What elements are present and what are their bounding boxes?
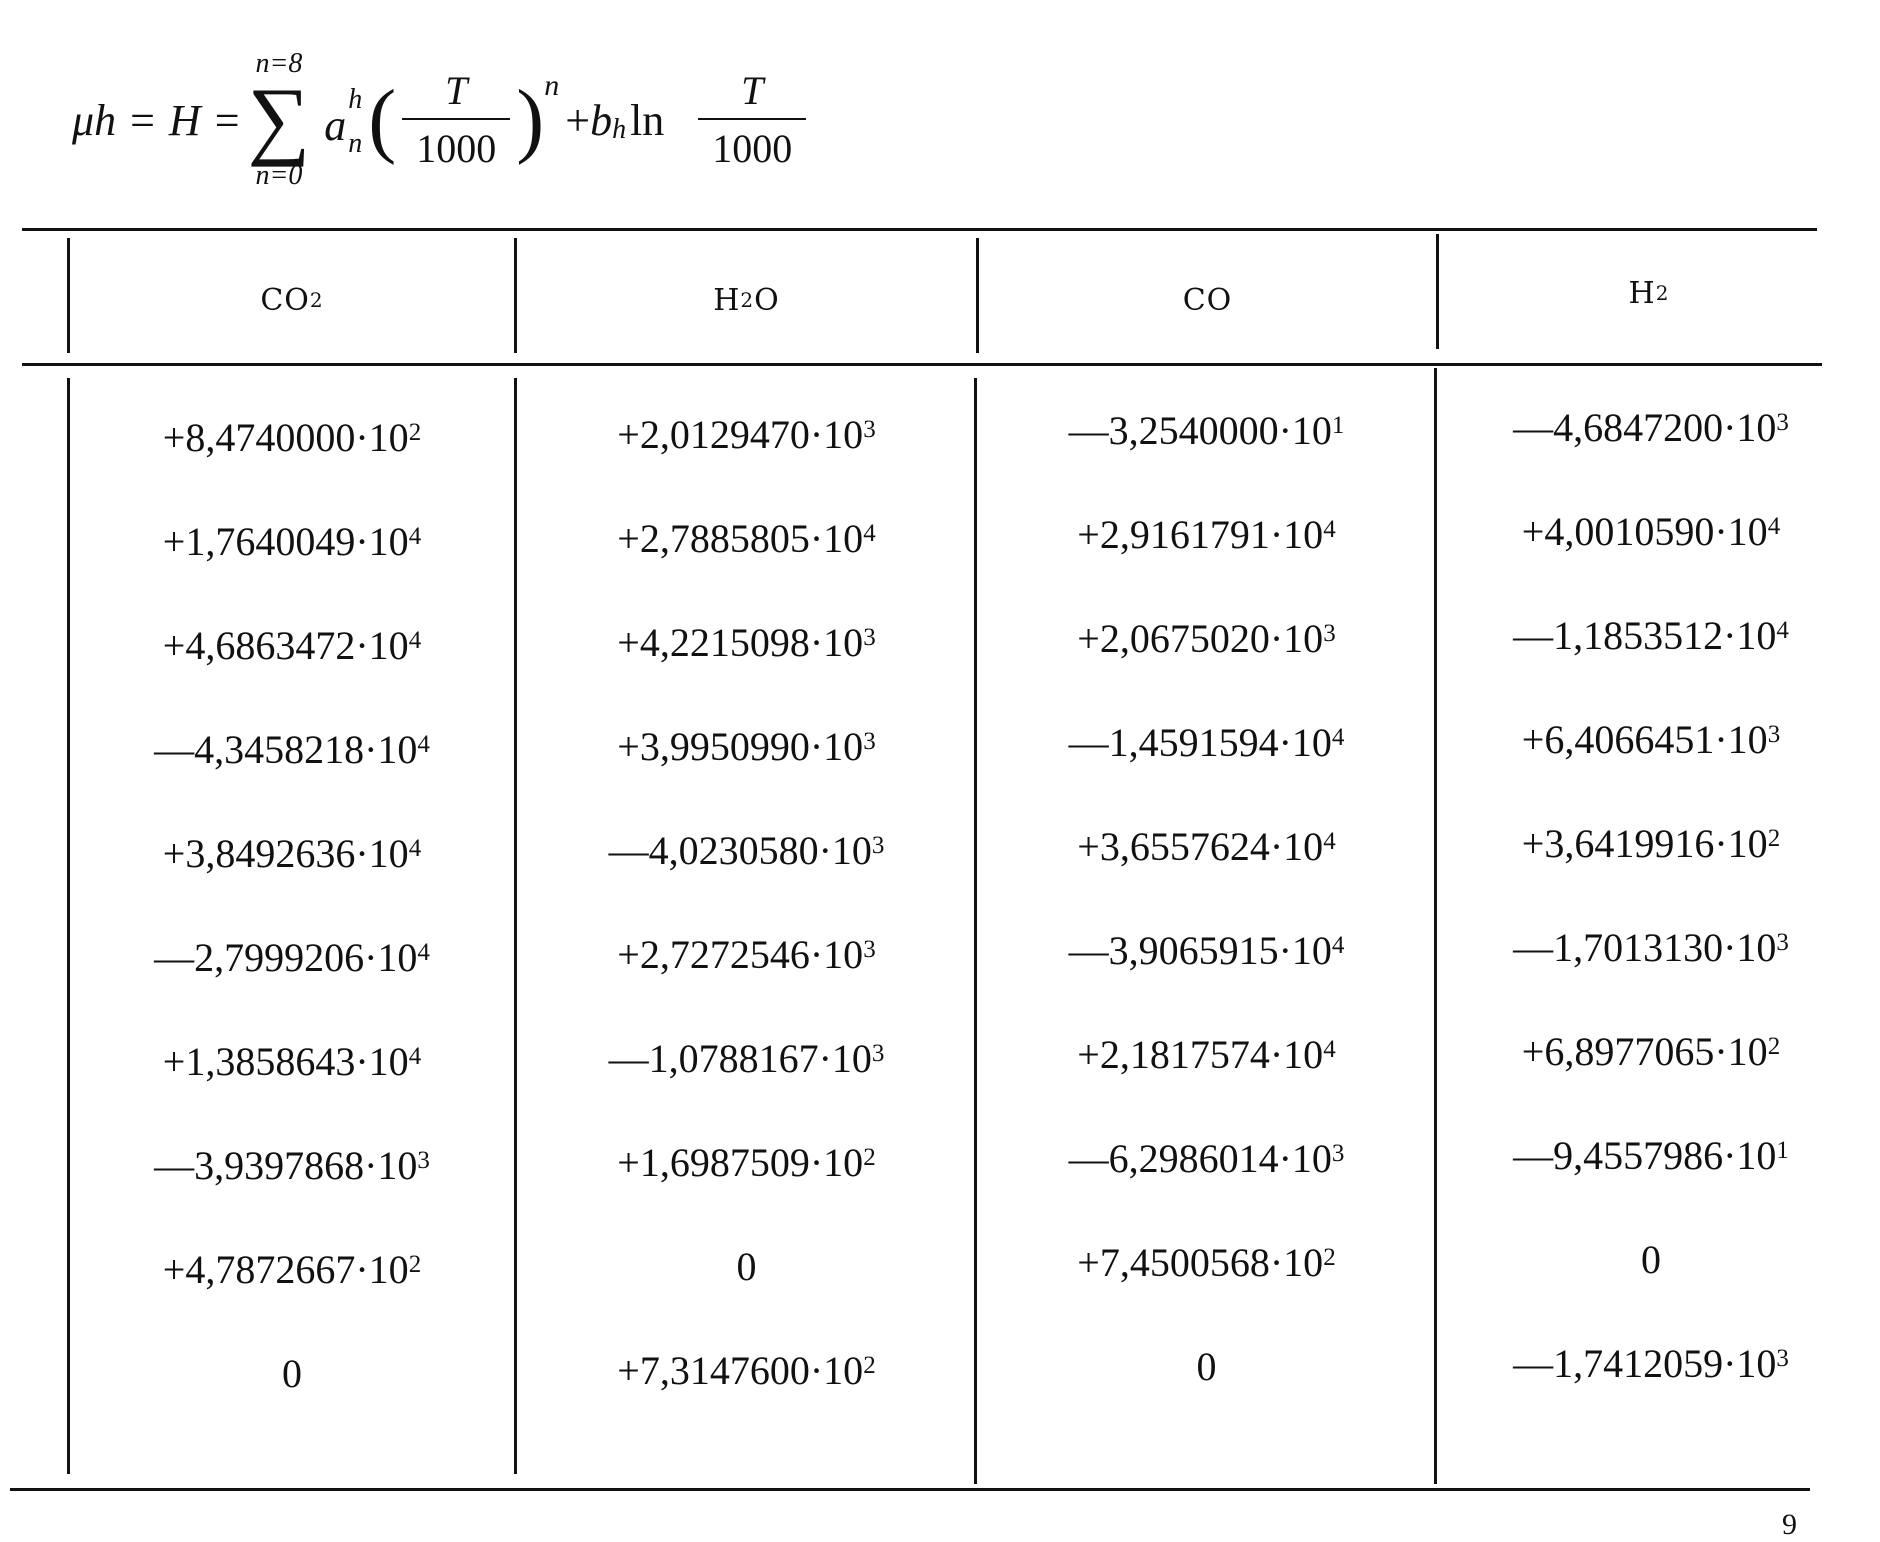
header-h2-base: H [1628,275,1656,311]
summation [248,50,311,190]
table-cell [977,794,1436,898]
header-h2o [517,245,976,355]
cell-exponent: 4 [1331,724,1345,751]
table-cell [977,482,1436,586]
cell-mantissa: —6,2986014·10 [1068,1135,1332,1181]
table-cell [977,1106,1436,1210]
table-bottom-rule [10,1488,1810,1491]
cell-exponent: 4 [408,627,422,654]
cell-mantissa: —3,2540000·10 [1068,407,1332,453]
cell-exponent: 3 [863,624,876,651]
cell-mantissa: —4,0230580·10 [608,827,872,873]
table-cell [70,905,514,1009]
table-cell [517,590,976,694]
cell-mantissa: —1,7013130·10 [1513,924,1777,970]
table-cell [1437,1311,1865,1415]
table-cell [977,586,1436,690]
table-cell [70,697,514,801]
coef-base: a [324,101,347,150]
cell-exponent: 3 [871,1040,885,1067]
header-h2o-sub: 2 [740,288,755,312]
cell-exponent: 3 [1767,721,1781,748]
cell-mantissa: +4,6863472·10 [162,622,409,668]
cell-exponent: 4 [1323,828,1336,855]
cell-mantissa: +2,0675020·10 [1077,615,1324,661]
table-cell [1437,583,1865,687]
cell-exponent: 4 [408,835,422,862]
table-cell [517,798,976,902]
cell-mantissa: 0 [736,1243,757,1289]
table-cell [1437,1207,1865,1311]
cell-mantissa: —4,3458218·10 [154,726,418,772]
sum-lower-limit: n=0 [255,159,303,191]
header-h2o-base: H [713,282,741,318]
header-bottom-rule [22,363,1822,366]
cell-mantissa: +2,7885805·10 [617,515,864,561]
table-cell [1437,687,1865,791]
formula-equals-1: = [130,95,155,145]
cell-exponent: 3 [871,832,885,859]
fraction-1-bar [402,118,510,120]
cell-mantissa: —1,7412059·10 [1513,1340,1777,1386]
fraction-1 [402,68,510,172]
table-cell [70,1009,514,1113]
fraction-2 [698,68,806,172]
table-cell [517,1110,976,1214]
table-cell [977,1210,1436,1314]
cell-mantissa: +4,2215098·10 [617,619,864,665]
table-cell [977,378,1436,482]
formula-plus: + [565,95,591,145]
formula-equals-2: = [214,95,240,145]
table-cell [977,690,1436,794]
cell-mantissa: +4,0010590·10 [1521,508,1768,554]
cell-mantissa: —3,9397868·10 [154,1142,418,1188]
cell-exponent: 2 [863,1144,876,1171]
cell-exponent: 4 [1331,932,1345,959]
cell-mantissa: —9,4557986·10 [1513,1132,1777,1178]
cell-exponent: 3 [863,416,876,443]
header-co [979,245,1436,355]
cell-mantissa: +1,6987509·10 [617,1139,864,1185]
cell-mantissa: +4,7872667·10 [162,1246,409,1292]
paren-open: ( [368,73,397,166]
cell-exponent: 4 [1323,1036,1336,1063]
cell-mantissa: +7,4500568·10 [1077,1239,1324,1285]
table-cell [517,1214,976,1318]
formula-b-sub: h [612,114,627,145]
table-cell [70,1217,514,1321]
table-cell [977,1314,1436,1418]
cell-mantissa: —2,7999206·10 [154,934,418,980]
cell-exponent: 2 [408,419,422,446]
coefficient-a [324,84,368,159]
formula-lhs: μh [72,95,117,145]
formula-ln: ln [630,95,665,145]
cell-exponent: 4 [1323,516,1336,543]
column-co2 [70,385,514,1425]
cell-mantissa: +2,7272546·10 [617,931,864,977]
cell-mantissa: +3,8492636·10 [162,830,409,876]
cell-mantissa: +3,6557624·10 [1077,823,1324,869]
cell-exponent: 3 [1323,620,1336,647]
cell-mantissa: +8,4740000·10 [162,414,409,460]
cell-mantissa: +3,6419916·10 [1521,820,1768,866]
table-cell [1437,1103,1865,1207]
table-cell [1437,895,1865,999]
cell-exponent: 4 [408,523,422,550]
cell-exponent: 4 [408,1043,422,1070]
table-cell [70,593,514,697]
header-co-base: CO [1182,282,1233,318]
page-number: 9 [1782,1508,1797,1541]
table-cell [70,801,514,905]
formula-b: b [590,95,613,145]
cell-exponent: 3 [1331,1140,1345,1167]
table-top-rule [22,228,1817,231]
fraction-1-numerator: T [445,68,468,113]
fraction-2-bar [698,118,806,120]
header-co2-sub: 2 [309,288,324,312]
cell-mantissa: +1,7640049·10 [162,518,409,564]
cell-exponent: 2 [1323,1244,1336,1271]
header-h2 [1439,238,1859,348]
coef-sup: h [348,84,363,115]
header-co2-base: CO [260,282,310,318]
cell-exponent: 4 [1767,513,1781,540]
table-cell [70,489,514,593]
cell-mantissa: —1,0788167·10 [608,1035,872,1081]
cell-exponent: 3 [1776,929,1789,956]
cell-exponent: 3 [417,1147,430,1174]
table-cell [977,1002,1436,1106]
cell-exponent: 4 [863,520,876,547]
table-cell [517,1006,976,1110]
table-cell [517,1318,976,1422]
cell-exponent: 4 [417,939,430,966]
column-h2o [517,382,976,1422]
fraction-2-denominator: 1000 [712,126,793,171]
coef-sub: n [348,128,363,159]
cell-mantissa: +2,0129470·10 [617,411,864,457]
table-cell [517,694,976,798]
cell-mantissa: +2,1817574·10 [1077,1031,1324,1077]
fraction-1-denominator: 1000 [416,126,497,171]
cell-exponent: 2 [1767,825,1781,852]
header-h2-sub: 2 [1655,281,1670,305]
table-cell [1437,791,1865,895]
cell-exponent: 3 [863,936,876,963]
sum-upper-limit: n=8 [255,48,303,80]
header-co2 [70,245,514,355]
cell-exponent: 3 [1776,409,1789,436]
column-co [977,378,1436,1418]
sigma-symbol: ∑ [247,71,311,169]
cell-exponent: 3 [863,728,876,755]
column-h2 [1437,375,1865,1415]
cell-exponent: 3 [1776,1345,1789,1372]
cell-mantissa: 0 [1196,1343,1217,1389]
fraction-2-numerator: T [741,68,764,113]
header-h2o-tail: O [754,282,780,318]
cell-mantissa: +7,3147600·10 [617,1347,864,1393]
exponent-n: n [544,69,560,102]
cell-mantissa: +1,3858643·10 [162,1038,409,1084]
table-cell [517,486,976,590]
paren-close: ) [516,73,545,166]
cell-mantissa: 0 [1641,1236,1661,1282]
table-cell [517,382,976,486]
cell-mantissa: —1,4591594·10 [1068,719,1332,765]
cell-exponent: 1 [1776,1137,1789,1164]
cell-exponent: 4 [417,731,430,758]
cell-exponent: 2 [863,1352,876,1379]
cell-exponent: 4 [1776,617,1789,644]
table-cell [70,385,514,489]
cell-mantissa: +6,8977065·10 [1521,1028,1768,1074]
cell-exponent: 2 [1767,1033,1781,1060]
formula-H: H [168,95,201,145]
table-cell [1437,479,1865,583]
cell-mantissa: +6,4066451·10 [1521,716,1768,762]
cell-mantissa: —4,6847200·10 [1513,404,1777,450]
table-cell [70,1113,514,1217]
table-cell [70,1321,514,1425]
table-cell [517,902,976,1006]
cell-mantissa: +3,9950990·10 [617,723,864,769]
cell-mantissa: —3,9065915·10 [1068,927,1332,973]
cell-exponent: 1 [1331,412,1345,439]
cell-mantissa: —1,1853512·10 [1513,612,1777,658]
formula [72,30,812,210]
table-cell [1437,999,1865,1103]
cell-mantissa: +2,9161791·10 [1077,511,1324,557]
cell-mantissa: 0 [282,1350,302,1396]
cell-exponent: 2 [408,1251,422,1278]
table-cell [977,898,1436,1002]
table-cell [1437,375,1865,479]
